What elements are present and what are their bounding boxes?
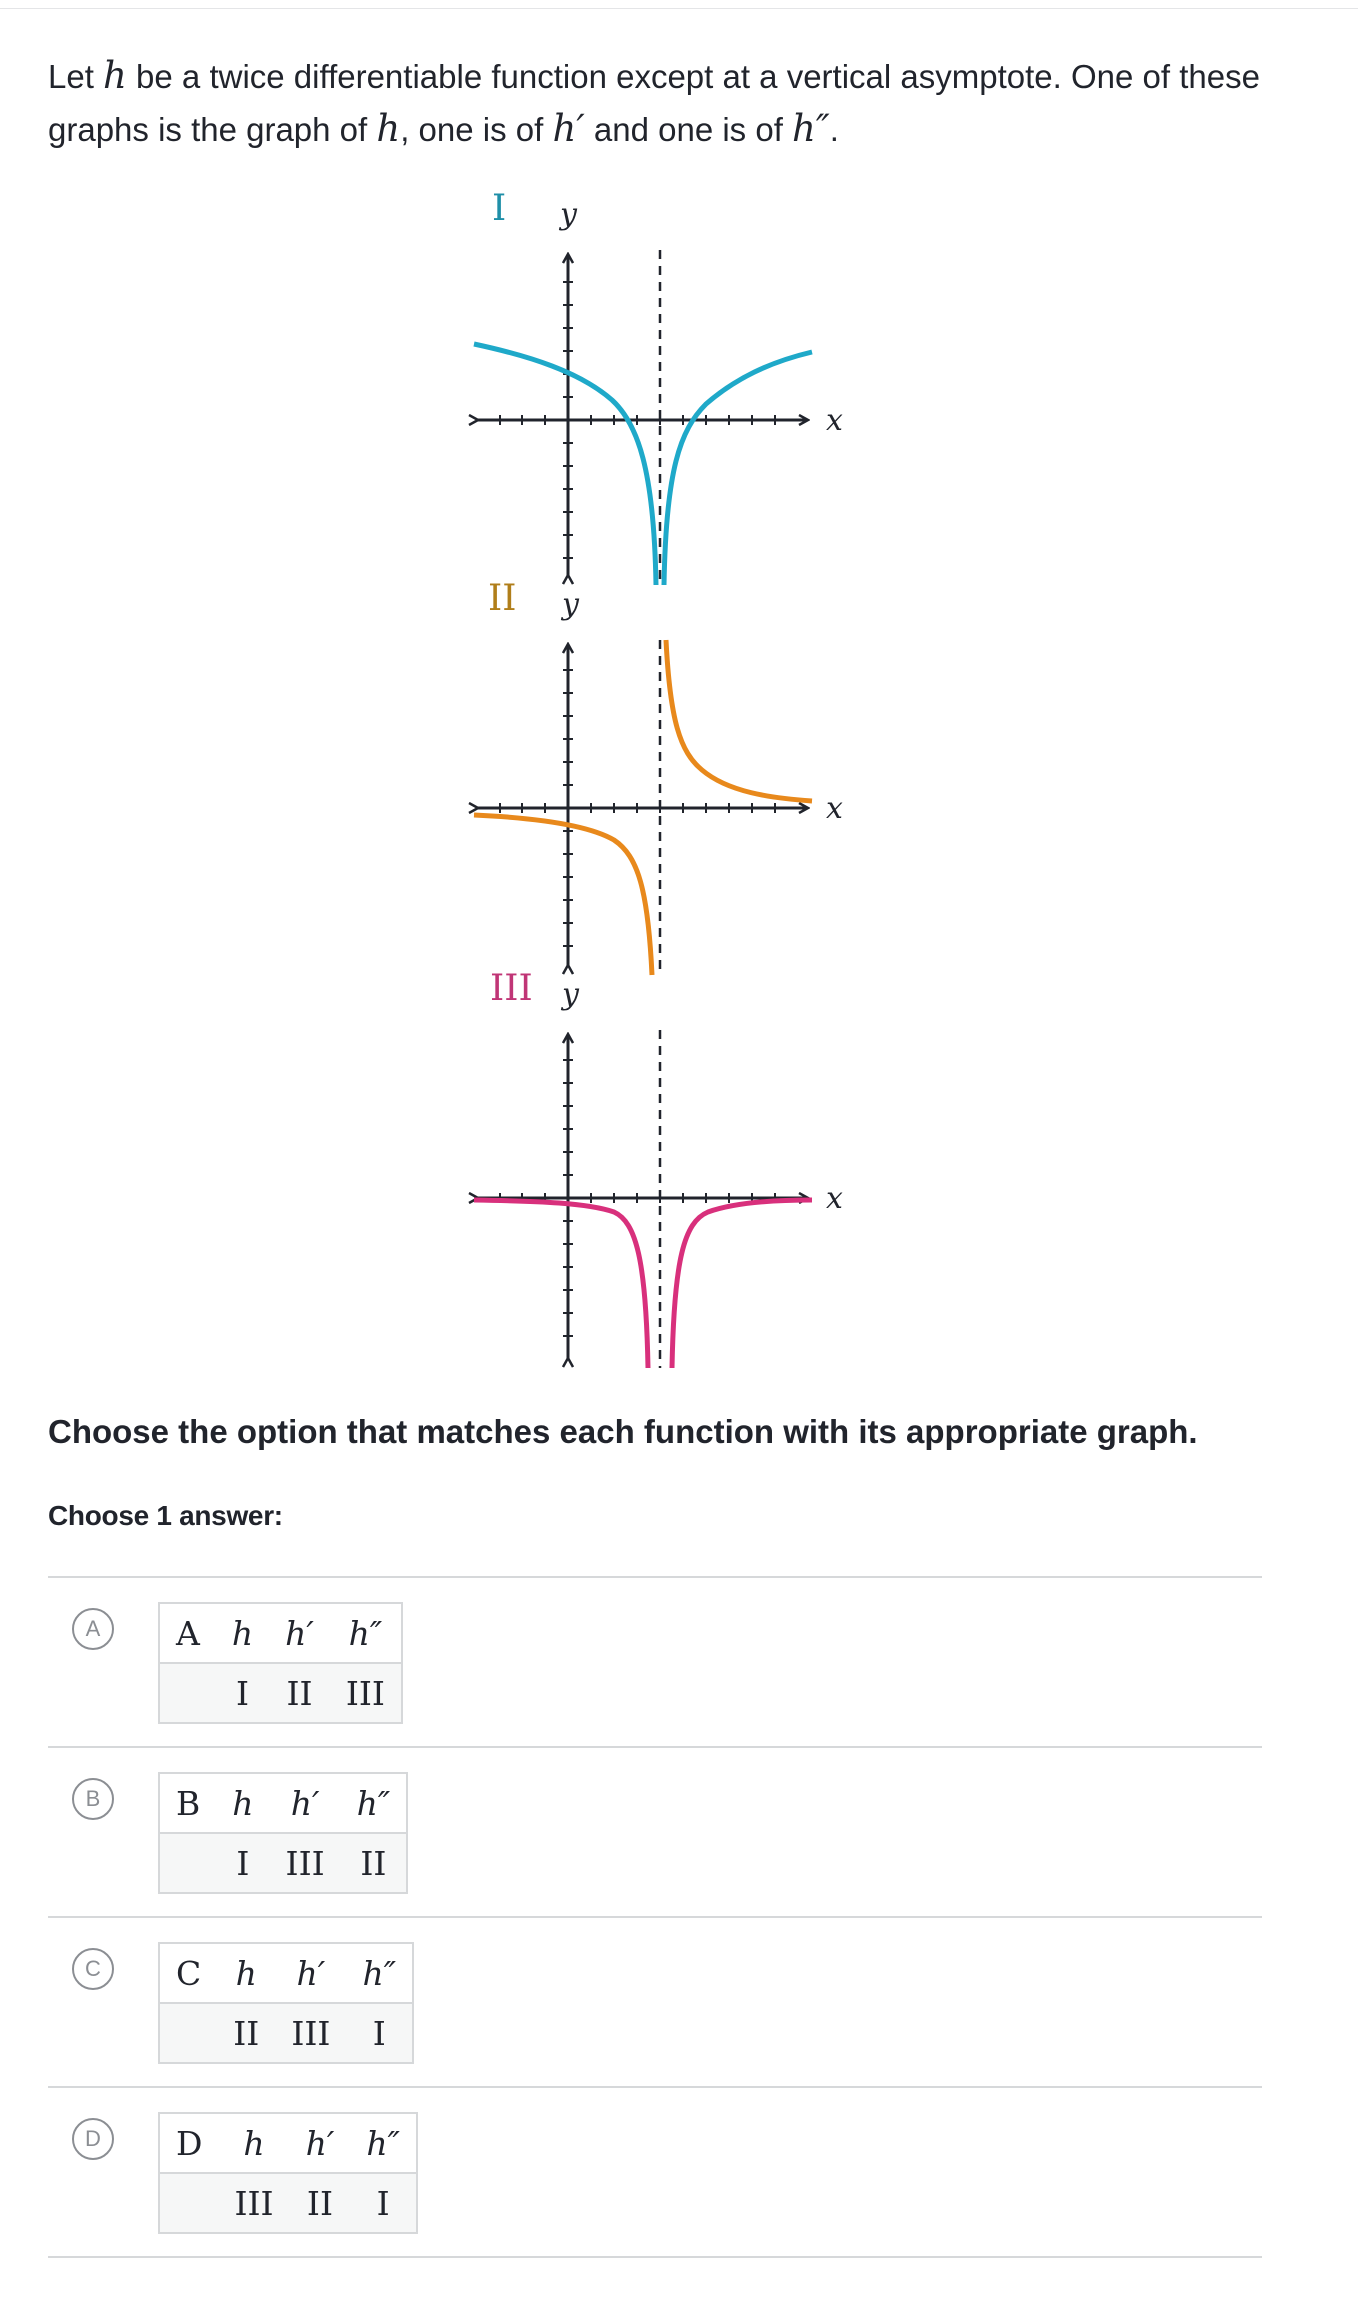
choose-answer-label: Choose 1 answer: [48,1500,283,1531]
table-cell [159,1663,216,1723]
table-cell [159,2173,218,2233]
prompt-text: and one is of [584,111,793,148]
table-cell: I [350,2173,417,2233]
y-axis-label: y [560,197,577,232]
prompt-text: , one is of [400,111,553,148]
table-cell: I [346,2003,413,2063]
divider [48,2256,1262,2258]
graph-iii [474,968,843,1368]
choice-a-table [158,1602,403,1724]
choice-b-table [158,1772,408,1894]
table-cell: h″ [362,1953,397,1993]
table-cell: II [290,2173,351,2233]
choice-b[interactable] [48,1748,1262,1916]
graph-iii-curve-right [672,1200,812,1368]
table-cell: h [231,1613,254,1653]
x-axis-label: x [826,403,843,438]
table-cell: A [176,1613,200,1653]
graph-iii-curve-left [474,1200,648,1368]
choice-d[interactable] [48,2088,1262,2256]
table-cell: h″ [366,2123,400,2163]
answer-choices [48,1576,1262,2258]
choice-a-radio[interactable]: A [72,1608,114,1650]
math-var-h-double-prime: h″ [792,107,830,150]
table-cell: h [232,1783,254,1823]
prompt-text: be a twice differentiable function except at a vertical asymptote. One of these graphs is the graph of [48,58,1260,148]
choice-c-table [158,1942,414,2064]
table-cell: h′ [285,1613,314,1653]
table-cell: I [216,1833,269,1893]
table-cell: h″ [356,1783,391,1823]
graph-label-i: I [492,188,507,229]
x-axis-label: x [826,1181,843,1216]
table-cell: h′ [296,1953,326,1993]
table-cell: D [176,2123,203,2163]
table-cell: II [269,1663,330,1723]
choice-c[interactable] [48,1918,1262,2086]
y-axis-label: y [562,587,579,622]
graph-ii-curve-left [474,815,652,975]
table-cell: C [176,1953,202,1993]
table-cell: h″ [348,1613,383,1653]
math-var-h: h [103,54,127,97]
x-axis-label: x [826,791,843,826]
graph-ii [474,578,843,975]
prompt-text: . [829,111,839,148]
graph-i [474,188,843,585]
table-cell: h′ [290,1783,320,1823]
question-text: Choose the option that matches each function with its appropriate graph. [48,1413,1198,1450]
table-cell: I [216,1663,269,1723]
table-cell: III [330,1663,402,1723]
table-cell: II [341,1833,408,1893]
table-cell: III [275,2003,346,2063]
table-cell: h [235,1953,257,1993]
table-cell: h′ [305,2123,335,2163]
y-axis-label: y [562,977,579,1012]
graph-ii-curve-right [666,640,812,801]
table-cell [159,1833,216,1893]
graph-i-curve-right [664,352,812,585]
table-cell: III [270,1833,341,1893]
choice-d-table [158,2112,418,2234]
math-var-h: h [376,107,401,150]
table-cell: II [217,2003,275,2063]
choice-d-radio[interactable]: D [72,2118,114,2160]
choice-c-radio[interactable]: C [72,1948,114,1990]
prompt-text: Let [48,58,104,95]
choice-a[interactable] [48,1578,1262,1746]
table-cell [159,2003,217,2063]
graph-label-ii: II [488,578,517,619]
graph-i-curve-left [474,344,656,585]
choice-b-radio[interactable]: B [72,1778,114,1820]
math-var-h-prime: h′ [552,107,585,150]
graph-label-iii: III [490,968,533,1009]
table-cell: B [176,1783,201,1823]
table-cell: h [243,2123,265,2163]
table-cell: III [218,2173,289,2233]
